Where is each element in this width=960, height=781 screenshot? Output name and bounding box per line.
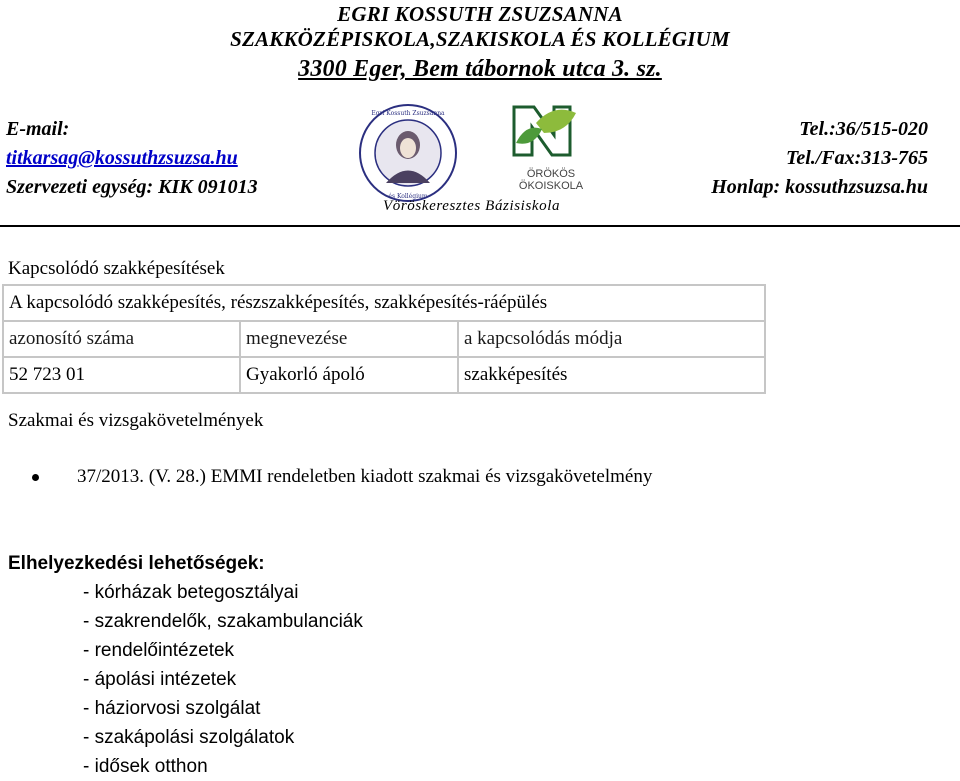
jobs-heading: Elhelyezkedési lehetőségek: bbox=[8, 553, 265, 574]
email-link[interactable]: titkarsag@kossuthzsuzsa.hu bbox=[6, 147, 238, 169]
school-address: 3300 Eger, Bem tábornok utca 3. sz. bbox=[298, 56, 662, 82]
jobs-list bbox=[83, 578, 363, 781]
school-crest-logo bbox=[358, 103, 458, 203]
list-item: - háziorvosi szolgálat bbox=[83, 698, 261, 719]
requirements-text: 37/2013. (V. 28.) EMMI rendeletben kiadott szakmai és vizsgakövetelmény bbox=[77, 466, 653, 487]
eco-logo-text: ÖRÖKÖS ÖKOISKOLA bbox=[518, 168, 584, 192]
related-qualifications-table bbox=[2, 284, 766, 394]
requirements-heading: Szakmai és vizsgakövetelmények bbox=[8, 410, 264, 431]
column-header: a kapcsolódás módja bbox=[458, 321, 765, 357]
eco-school-logo bbox=[496, 103, 606, 192]
table-row bbox=[3, 357, 765, 393]
contact-right bbox=[711, 115, 928, 202]
related-heading: Kapcsolódó szakképesítések bbox=[8, 258, 225, 279]
phone: Tel.:36/515-020 bbox=[799, 118, 928, 140]
requirements-item bbox=[32, 466, 652, 488]
website: Honlap: kossuthzsuzsa.hu bbox=[711, 176, 928, 198]
list-item: - ápolási intézetek bbox=[83, 669, 237, 690]
table-cell: szakképesítés bbox=[458, 357, 765, 393]
svg-text:és Kollégium: és Kollégium bbox=[388, 193, 428, 200]
svg-text:Egri Kossuth Zsuzsanna: Egri Kossuth Zsuzsanna bbox=[371, 110, 445, 117]
list-item: - szakápolási szolgálatok bbox=[83, 727, 295, 748]
school-type: SZAKKÖZÉPISKOLA,SZAKISKOLA ÉS KOLLÉGIUM bbox=[230, 27, 730, 51]
org-unit: Szervezeti egység: KIK 091013 bbox=[6, 176, 258, 198]
list-item: - rendelőintézetek bbox=[83, 640, 235, 661]
contact-left bbox=[6, 115, 258, 202]
bullet-icon bbox=[32, 474, 39, 481]
email-label: E-mail: bbox=[6, 118, 70, 140]
table-title: A kapcsolódó szakképesítés, részszakképesítés, szakképesítés-ráépülés bbox=[3, 285, 765, 321]
red-cross-basis-text: Vöröskeresztes Bázisiskola bbox=[383, 198, 561, 214]
table-cell: 52 723 01 bbox=[3, 357, 240, 393]
header-divider bbox=[0, 225, 960, 227]
list-item: - kórházak betegosztályai bbox=[83, 582, 299, 603]
school-name: EGRI KOSSUTH ZSUZSANNA bbox=[337, 2, 623, 26]
list-item: - idősek otthon bbox=[83, 756, 208, 777]
list-item: - szakrendelők, szakambulanciák bbox=[83, 611, 363, 632]
column-header: azonosító száma bbox=[3, 321, 240, 357]
table-cell: Gyakorló ápoló bbox=[240, 357, 458, 393]
column-header: megnevezése bbox=[240, 321, 458, 357]
fax: Tel./Fax:313-765 bbox=[785, 147, 928, 169]
